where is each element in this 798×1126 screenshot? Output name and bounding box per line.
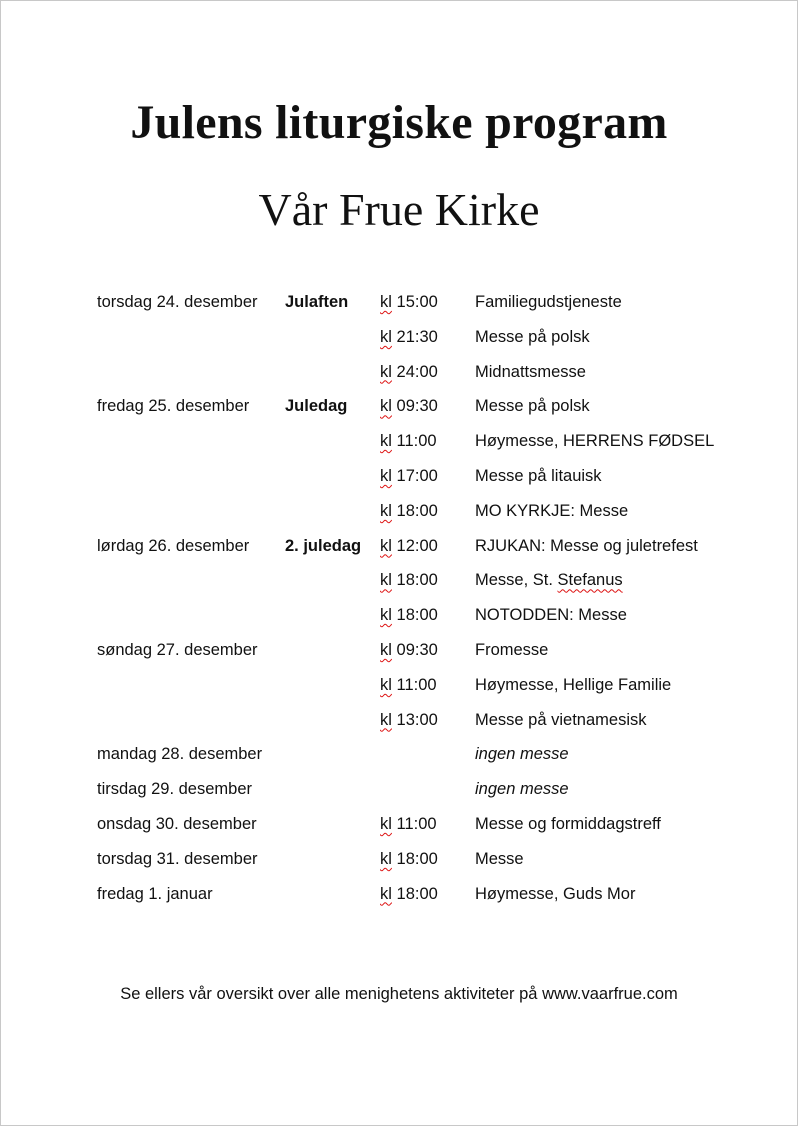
schedule-time-value: 18:00 [396,606,438,625]
schedule-row [97,563,737,598]
schedule-row [97,459,737,494]
schedule-row [97,772,737,807]
schedule-time-value: 18:00 [396,884,438,903]
schedule-event: Fromesse [475,640,549,659]
schedule-time [380,703,438,738]
schedule-time-value: 13:00 [396,710,438,729]
schedule-event: Familiegudstjeneste [475,293,622,311]
schedule-date: fredag 25. desember [97,397,250,416]
schedule-event: Høymesse, Hellige Familie [475,675,672,694]
schedule-time [380,320,438,355]
schedule-date: onsdag 30. desember [97,814,257,833]
schedule-event: Messe, St. Stefanus [475,571,623,590]
schedule-row [97,389,737,424]
schedule-time [380,563,438,598]
schedule-date: søndag 27. desember [97,640,258,659]
schedule-date: lørdag 26. desember [97,536,250,555]
schedule-time-value: 17:00 [396,466,438,485]
schedule-row [97,737,737,772]
schedule-time-prefix: kl [380,362,392,381]
schedule-row [97,494,737,529]
schedule-row [97,320,737,355]
schedule-time-value: 12:00 [396,536,438,555]
schedule-time-prefix: kl [380,293,392,311]
schedule-time-value: 24:00 [396,362,438,381]
schedule-time [380,285,438,320]
schedule-time-prefix: kl [380,849,392,868]
schedule-row [97,598,737,633]
schedule-row [97,703,737,738]
schedule-time-value: 11:00 [396,675,437,694]
schedule-event: ingen messe [475,745,569,764]
schedule-time-prefix: kl [380,675,392,694]
schedule-time [380,807,437,842]
schedule-time-prefix: kl [380,536,392,555]
schedule-time-value: 11:00 [396,814,437,833]
schedule-time-value: 18:00 [396,501,438,520]
schedule-time-value: 18:00 [396,571,438,590]
schedule-time-prefix: kl [380,606,392,625]
schedule-time-prefix: kl [380,501,392,520]
schedule-time [380,459,438,494]
schedule-row [97,355,737,390]
schedule-time-prefix: kl [380,397,392,416]
schedule-time-value: 09:30 [396,397,438,416]
schedule-event: Midnattsmesse [475,362,586,381]
schedule-event: NOTODDEN: Messe [475,606,627,625]
schedule-event: Messe på polsk [475,397,590,416]
schedule-time-value: 09:30 [396,640,438,659]
schedule-event: Messe [475,849,524,868]
schedule-time [380,668,437,703]
schedule-date: fredag 1. januar [97,884,213,903]
schedule-time [380,877,438,912]
schedule-time [380,842,438,877]
schedule-time-prefix: kl [380,327,392,346]
schedule-event: Messe på polsk [475,327,590,346]
document-subtitle: Vår Frue Kirke [258,184,540,235]
schedule-time-value: 15:00 [396,293,438,311]
schedule-date: torsdag 24. desember [97,293,258,311]
schedule-occasion: Julaften [285,293,349,311]
document-title: Julens liturgiske program [130,96,668,149]
schedule-time [380,424,437,459]
schedule-event: Høymesse, HERRENS FØDSEL [475,432,715,451]
schedule-event: Messe og formiddagstreff [475,814,661,833]
schedule-row [97,807,737,842]
schedule-row [97,529,737,564]
schedule-time-prefix: kl [380,466,392,485]
schedule-time [380,494,438,529]
schedule-event: RJUKAN: Messe og juletrefest [475,536,698,555]
schedule-time-prefix: kl [380,432,392,451]
schedule-table [97,285,737,911]
schedule-occasion: 2. juledag [285,536,362,555]
schedule-date: mandag 28. desember [97,745,263,764]
spellcheck-word: Stefanus [557,571,623,590]
schedule-time-prefix: kl [380,710,392,729]
schedule-event: ingen messe [475,780,569,799]
schedule-time-value: 21:30 [396,327,438,346]
schedule-date: tirsdag 29. desember [97,780,253,799]
schedule-row [97,842,737,877]
schedule-time-prefix: kl [380,884,392,903]
schedule-time-prefix: kl [380,571,392,590]
schedule-event: Messe på litauisk [475,466,602,485]
schedule-row [97,633,737,668]
schedule-row [97,424,737,459]
schedule-time [380,529,438,564]
schedule-time-value: 18:00 [396,849,438,868]
schedule-row [97,877,737,912]
schedule-time [380,598,438,633]
schedule-row [97,668,737,703]
schedule-time-prefix: kl [380,640,392,659]
schedule-time-prefix: kl [380,814,392,833]
footer-note: Se ellers vår oversikt over alle menighetens aktiviteter på www.vaarfrue.com [120,985,678,1003]
schedule-time-value: 11:00 [396,432,437,451]
schedule-row [97,285,737,320]
schedule-time [380,633,438,668]
schedule-date: torsdag 31. desember [97,849,258,868]
schedule-event: Høymesse, Guds Mor [475,884,636,903]
schedule-event: MO KYRKJE: Messe [475,501,629,520]
schedule-occasion: Juledag [285,397,348,416]
schedule-event: Messe på vietnamesisk [475,710,647,729]
schedule-time [380,389,438,424]
schedule-time [380,355,438,390]
